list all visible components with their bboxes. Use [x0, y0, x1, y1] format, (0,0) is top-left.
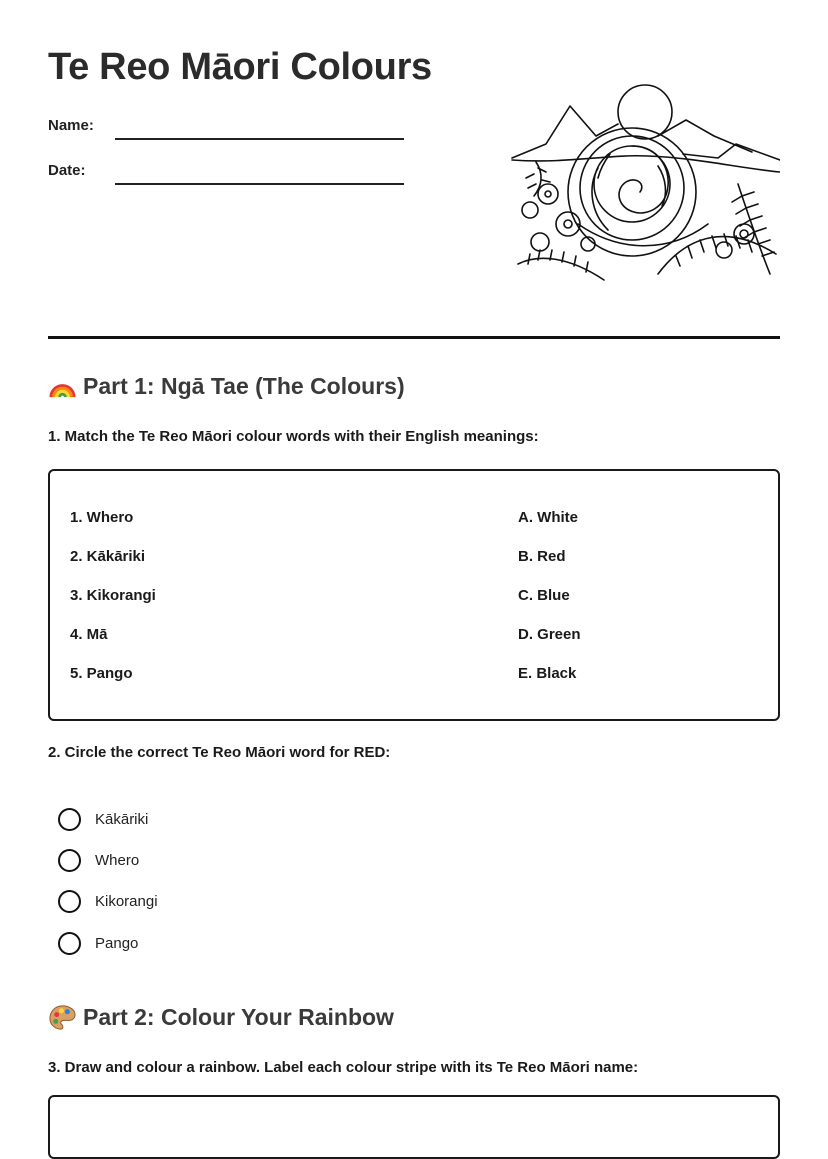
date-line[interactable] — [115, 183, 404, 185]
maori-word-1[interactable]: 1. Whero — [70, 509, 134, 526]
english-word-d[interactable]: D. Green — [518, 626, 581, 643]
part1-heading-text: Part 1: Ngā Tae (The Colours) — [83, 373, 405, 399]
english-word-e[interactable]: E. Black — [518, 665, 577, 682]
part2-heading-text: Part 2: Colour Your Rainbow — [83, 1004, 394, 1030]
option-row[interactable] — [58, 849, 139, 872]
english-word-c[interactable]: C. Blue — [518, 587, 570, 604]
option-radio[interactable] — [58, 849, 81, 872]
palette-icon — [48, 1003, 77, 1032]
koru-landscape-illustration — [508, 84, 780, 290]
option-row[interactable] — [58, 890, 158, 913]
option-label: Pango — [95, 935, 139, 952]
maori-word-5[interactable]: 5. Pango — [70, 665, 133, 682]
option-row[interactable] — [58, 808, 148, 831]
rainbow-icon — [48, 372, 77, 401]
option-label: Whero — [95, 852, 140, 869]
english-word-a[interactable]: A. White — [518, 509, 578, 526]
maori-word-3[interactable]: 3. Kikorangi — [70, 587, 156, 604]
maori-word-4[interactable]: 4. Mā — [70, 626, 108, 643]
worksheet-title: Te Reo Māori Colours — [48, 46, 432, 88]
option-radio[interactable] — [58, 808, 81, 831]
question-3: 3. Draw and colour a rainbow. Label each colour stripe with its Te Reo Māori name: — [48, 1059, 639, 1076]
option-radio[interactable] — [58, 890, 81, 913]
section-divider — [48, 336, 780, 339]
maori-word-2[interactable]: 2. Kākāriki — [70, 548, 146, 565]
rainbow-drawing-area[interactable] — [48, 1095, 780, 1159]
option-label: Kākāriki — [95, 811, 149, 828]
name-label: Name: — [48, 117, 94, 134]
part1-heading — [48, 372, 405, 401]
question-1: 1. Match the Te Reo Māori colour words with their English meanings: — [48, 428, 539, 445]
matching-box — [48, 469, 780, 721]
date-label: Date: — [48, 162, 86, 179]
option-radio[interactable] — [58, 932, 81, 955]
option-label: Kikorangi — [95, 893, 158, 910]
part2-heading — [48, 1003, 394, 1032]
name-line[interactable] — [115, 138, 404, 140]
option-row[interactable] — [58, 932, 138, 955]
english-word-b[interactable]: B. Red — [518, 548, 566, 565]
question-2: 2. Circle the correct Te Reo Māori word for RED: — [48, 744, 391, 761]
